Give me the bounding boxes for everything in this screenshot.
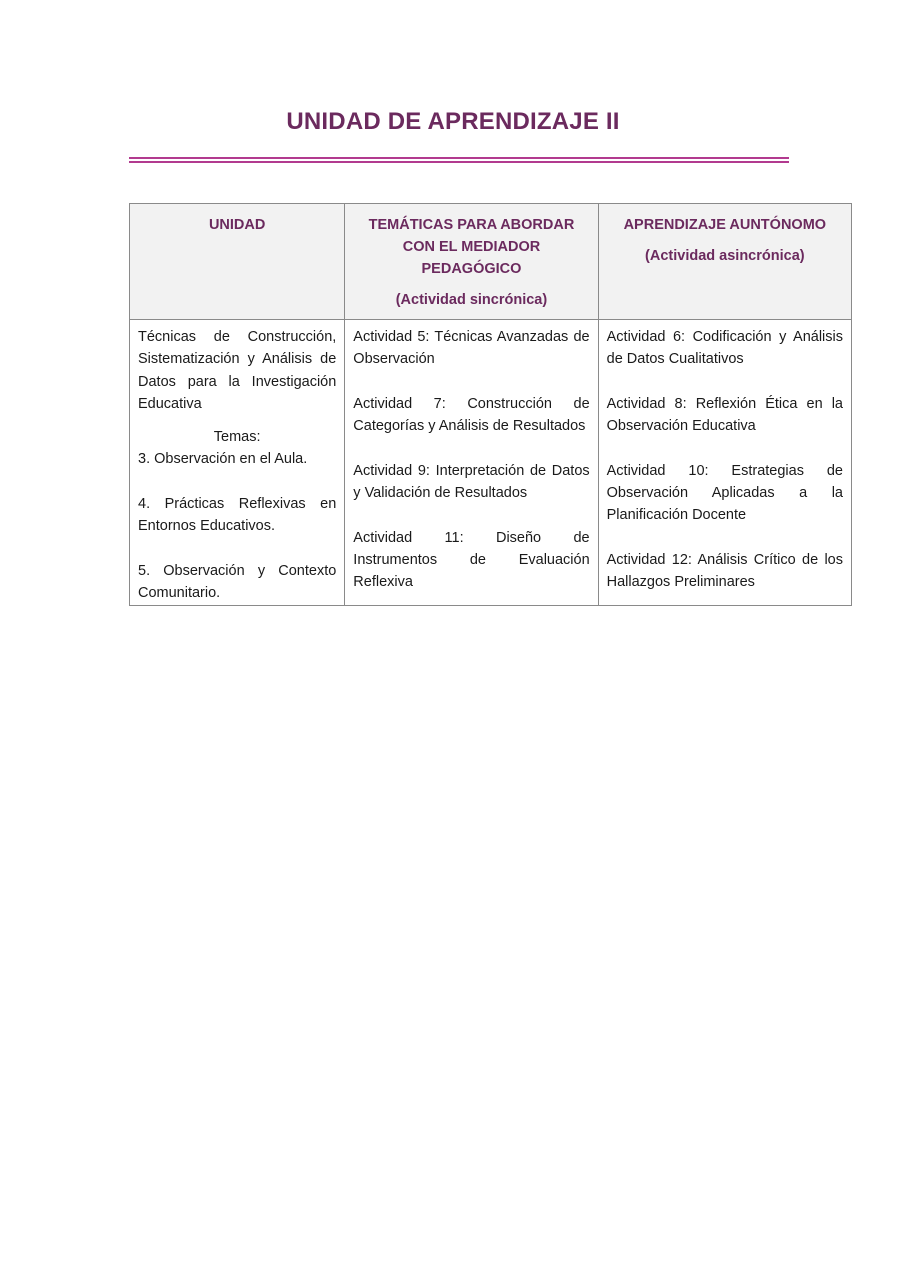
activity-item: Actividad 6: Codificación y Análisis de Datos Cualitativos <box>606 329 843 368</box>
header-aprendizaje <box>598 204 851 320</box>
tema-item: 5. Observación y Contexto Comunitario. <box>138 562 337 602</box>
activity-item: Actividad 11: Diseño de Instrumentos de Evaluación Reflexiva <box>353 529 590 591</box>
activity-item: Actividad 10: Estrategias de Observación Aplicadas a la Planificación Docente <box>606 462 843 524</box>
activity-item: Actividad 5: Técnicas Avanzadas de Observación <box>353 329 590 368</box>
activity-item: Actividad 7: Construcción de Categorías y Análisis de Resultados <box>353 395 590 435</box>
unit-name: Técnicas de Construcción, Sistematización y Análisis de Datos para la Investigación Educativa <box>138 329 337 412</box>
header-aprendizaje-subtitle: (Actividad asincrónica) <box>645 248 805 264</box>
tema-item: 3. Observación en el Aula. <box>138 451 308 468</box>
header-tematicas-label: TEMÁTICAS PARA ABORDAR CON EL MEDIADOR PEDAGÓGICO <box>368 217 575 277</box>
page-title: UNIDAD DE APRENDIZAJE II <box>286 108 620 135</box>
cell-sincronicas <box>345 320 598 606</box>
activity-item: Actividad 12: Análisis Crítico de los Hallazgos Preliminares <box>606 551 843 591</box>
tema-item: 4. Prácticas Reflexivas en Entornos Educativos. <box>138 496 337 535</box>
header-unidad <box>130 204 345 320</box>
temas-label: Temas: <box>213 429 261 446</box>
header-aprendizaje-label: APRENDIZAJE AUNTÓNOMO <box>623 217 827 233</box>
header-tematicas-subtitle: (Actividad sincrónica) <box>395 292 548 308</box>
header-tematicas <box>345 204 598 320</box>
activity-item: Actividad 8: Reflexión Ética en la Observación Educativa <box>606 395 843 435</box>
activity-item: Actividad 9: Interpretación de Datos y Validación de Resultados <box>353 462 590 502</box>
learning-unit-table <box>129 203 852 606</box>
title-divider <box>129 157 789 163</box>
table-header-row <box>130 204 852 320</box>
cell-asincronicas <box>598 320 851 606</box>
cell-unidad <box>130 320 345 606</box>
table-row <box>130 320 852 606</box>
header-unidad-label: UNIDAD <box>208 217 266 233</box>
